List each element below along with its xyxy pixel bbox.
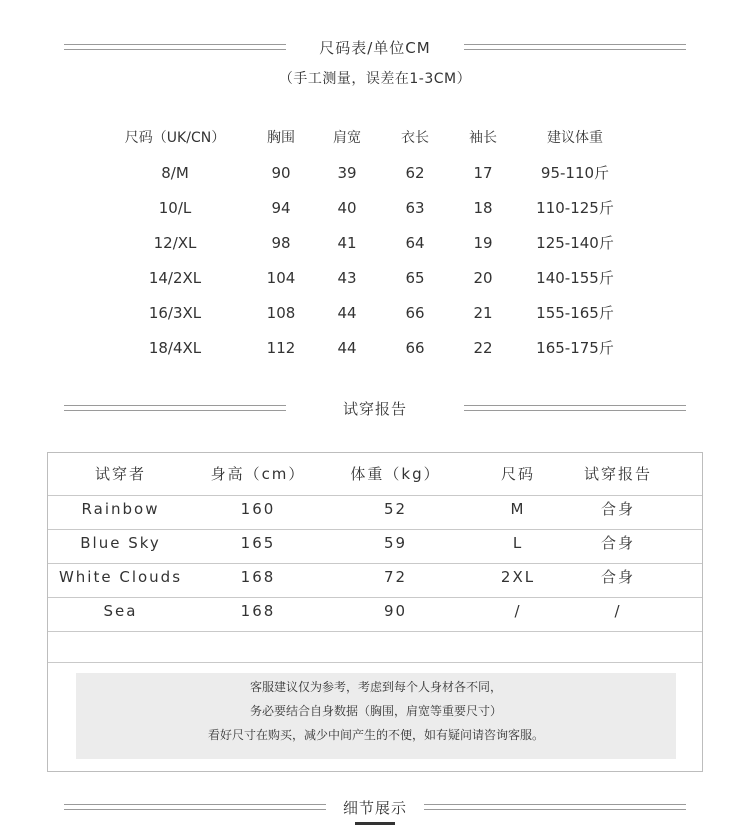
- table-cell: 63: [405, 199, 425, 217]
- fit-report-header: 身高（cm）: [210, 465, 306, 483]
- fit-report-header: 体重（kg）: [350, 465, 441, 483]
- table-cell: 59: [383, 534, 408, 552]
- table-row: [100, 301, 660, 336]
- table-cell: 43: [337, 269, 357, 287]
- table-cell: Blue Sky: [80, 534, 161, 552]
- size-chart-header: 肩宽: [333, 130, 361, 146]
- table-cell: 112: [266, 339, 296, 357]
- table-cell: 140-155斤: [536, 269, 614, 287]
- size-chart-header: 衣长: [401, 130, 429, 146]
- table-cell: 16/3XL: [148, 304, 202, 322]
- table-cell: 14/2XL: [148, 269, 202, 287]
- fit-report-header-row: [48, 453, 702, 496]
- table-row-empty: [48, 632, 702, 663]
- table-cell: 90: [383, 602, 408, 620]
- table-row: [48, 530, 702, 564]
- fit-report-title: 试穿报告: [342, 400, 407, 418]
- table-cell: 17: [473, 164, 493, 182]
- table-cell: 18/4XL: [148, 339, 202, 357]
- table-cell: 62: [405, 164, 425, 182]
- table-cell: White Clouds: [58, 568, 183, 586]
- table-cell: 2XL: [500, 568, 536, 586]
- table-row: [100, 161, 660, 196]
- table-cell: 94: [271, 199, 291, 217]
- table-row: [100, 196, 660, 231]
- table-cell: 165-175斤: [536, 339, 614, 357]
- table-cell: 168: [240, 602, 276, 620]
- table-cell: 160: [240, 500, 276, 518]
- table-cell: 104: [266, 269, 296, 287]
- table-cell: 44: [337, 304, 357, 322]
- table-cell: 108: [266, 304, 296, 322]
- table-cell: L: [512, 534, 524, 552]
- table-cell: 65: [405, 269, 425, 287]
- size-chart-header: 建议体重: [547, 130, 603, 146]
- table-cell: 39: [337, 164, 357, 182]
- table-row: [100, 266, 660, 301]
- note-line: 看好尺寸在购买，减少中间产生的不便，如有疑问请咨询客服。: [207, 728, 544, 742]
- table-cell: /: [614, 602, 622, 620]
- table-cell: 合身: [600, 568, 635, 586]
- table-cell: 165: [240, 534, 276, 552]
- table-cell: 10/L: [158, 199, 192, 217]
- title-underline: [355, 822, 395, 825]
- table-cell: 98: [271, 234, 291, 252]
- table-row: [48, 564, 702, 598]
- table-cell: 64: [405, 234, 425, 252]
- size-chart-header: 胸围: [267, 130, 295, 146]
- table-cell: /: [514, 602, 522, 620]
- table-cell: 19: [473, 234, 493, 252]
- fit-report-header: 试穿报告: [583, 465, 652, 483]
- table-row: [100, 231, 660, 266]
- fit-report-table: [47, 452, 703, 772]
- fit-report-header: 试穿者: [94, 465, 146, 483]
- note-line: 务必要结合自身数据（胸围，肩宽等重要尺寸）: [249, 704, 502, 718]
- table-cell: 8/M: [161, 164, 189, 182]
- table-cell: 110-125斤: [536, 199, 614, 217]
- table-cell: Rainbow: [81, 500, 160, 518]
- size-chart-header: 袖长: [469, 130, 497, 146]
- table-cell: 合身: [600, 500, 635, 518]
- table-cell: 90: [271, 164, 291, 182]
- table-cell: 21: [473, 304, 493, 322]
- table-cell: 22: [473, 339, 493, 357]
- table-row: [48, 598, 702, 632]
- table-cell: 72: [383, 568, 408, 586]
- size-chart-header-row: [100, 126, 660, 161]
- table-cell: 40: [337, 199, 357, 217]
- table-cell: 95-110斤: [540, 164, 610, 182]
- table-cell: 66: [405, 304, 425, 322]
- details-title: 细节展示: [342, 799, 407, 817]
- table-cell: 18: [473, 199, 493, 217]
- customer-service-note: [76, 673, 676, 759]
- table-cell: 66: [405, 339, 425, 357]
- table-cell: 155-165斤: [536, 304, 614, 322]
- note-line: 客服建议仅为参考，考虑到每个人身材各不同，: [249, 680, 502, 694]
- size-chart-table: [100, 126, 660, 371]
- table-cell: 合身: [600, 534, 635, 552]
- size-chart-header: 尺码（UK/CN）: [124, 130, 226, 146]
- table-cell: 52: [383, 500, 408, 518]
- table-cell: Sea: [103, 602, 138, 620]
- table-cell: 12/XL: [153, 234, 197, 252]
- table-row: [48, 496, 702, 530]
- fit-report-header: 尺码: [500, 465, 535, 483]
- table-cell: 20: [473, 269, 493, 287]
- table-cell: 168: [240, 568, 276, 586]
- size-chart-title: 尺码表/单位CM: [319, 39, 431, 57]
- table-row: [100, 336, 660, 371]
- table-cell: M: [510, 500, 526, 518]
- table-cell: 125-140斤: [536, 234, 614, 252]
- table-cell: 41: [337, 234, 357, 252]
- size-chart-subtitle: （手工测量，误差在1-3CM）: [278, 71, 472, 87]
- table-cell: 44: [337, 339, 357, 357]
